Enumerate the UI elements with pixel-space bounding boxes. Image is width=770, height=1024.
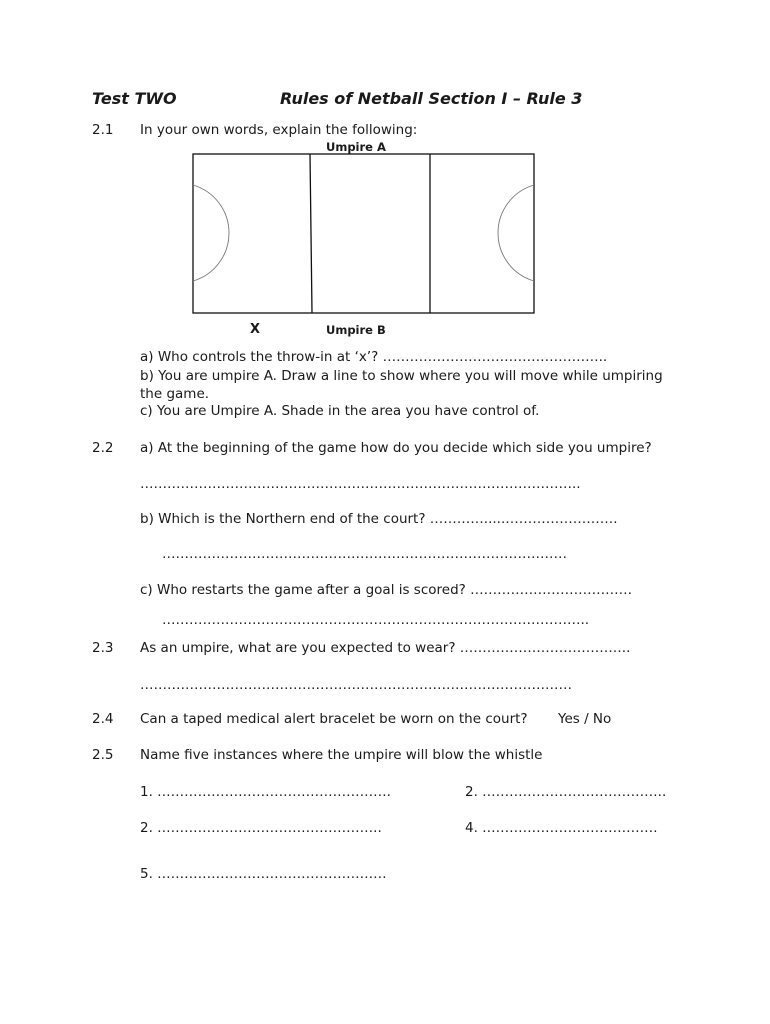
court-third-line-left — [310, 154, 312, 313]
question-2-4-prompt: Can a taped medical alert bracelet be worn on the court? — [140, 711, 528, 727]
question-number-2-2: 2.2 — [92, 440, 114, 456]
umpire-a-label: Umpire A — [326, 140, 386, 154]
answer-line-2-3[interactable]: …………………………………………………………………………………… — [140, 677, 572, 693]
throw-in-marker-x: X — [250, 322, 261, 337]
question-2-1-b-line1: b) You are umpire A. Draw a line to show where you will move while umpiring — [140, 368, 663, 384]
whistle-answer-5[interactable]: 5. …………………………………………… — [140, 866, 387, 882]
question-2-2-c: c) Who restarts the game after a goal is scored? ……………………………… — [140, 582, 633, 598]
court-outline — [193, 154, 534, 313]
goal-circle-right — [498, 185, 534, 281]
answer-line-2-2-c[interactable]: ………………………………………………………………………………….. — [162, 612, 590, 628]
question-2-2-a: a) At the beginning of the game how do you decide which side you umpire? — [140, 440, 652, 456]
question-2-1-b-line2: the game. — [140, 386, 210, 402]
whistle-answer-3[interactable]: 2. ………………………………………….. — [140, 820, 382, 836]
question-2-1-c: c) You are Umpire A. Shade in the area you have control of. — [140, 403, 540, 419]
question-number-2-4: 2.4 — [92, 711, 114, 727]
answer-line-2-2-a[interactable]: …………………………………………………………………………………….. — [140, 476, 581, 492]
page-title: Rules of Netball Section I – Rule 3 — [280, 89, 583, 108]
question-2-1-a: a) Who controls the throw-in at ‘x’? ………………………………………….. — [140, 349, 608, 365]
question-number-2-3: 2.3 — [92, 640, 114, 656]
yes-no-options[interactable]: Yes / No — [558, 711, 612, 727]
question-number-2-5: 2.5 — [92, 747, 114, 763]
whistle-answer-4[interactable]: 4. ………………………………… — [465, 820, 658, 836]
question-2-5-prompt: Name five instances where the umpire will blow the whistle — [140, 747, 543, 763]
whistle-answer-1[interactable]: 1. ……………………………………………. — [140, 784, 391, 800]
test-label: Test TWO — [92, 89, 177, 108]
netball-court-diagram — [192, 153, 537, 316]
question-2-3-prompt: As an umpire, what are you expected to wear? ……………………………….. — [140, 640, 631, 656]
goal-circle-left — [193, 185, 229, 281]
whistle-answer-2[interactable]: 2. ………………………………….. — [465, 784, 667, 800]
question-number-2-1: 2.1 — [92, 122, 114, 138]
umpire-b-label: Umpire B — [326, 323, 386, 337]
answer-line-2-2-b[interactable]: ……………………………………………………………………………… — [162, 546, 567, 562]
question-2-2-b: b) Which is the Northern end of the court? ………….....……………………. — [140, 511, 618, 527]
question-2-1-prompt: In your own words, explain the following: — [140, 122, 418, 138]
